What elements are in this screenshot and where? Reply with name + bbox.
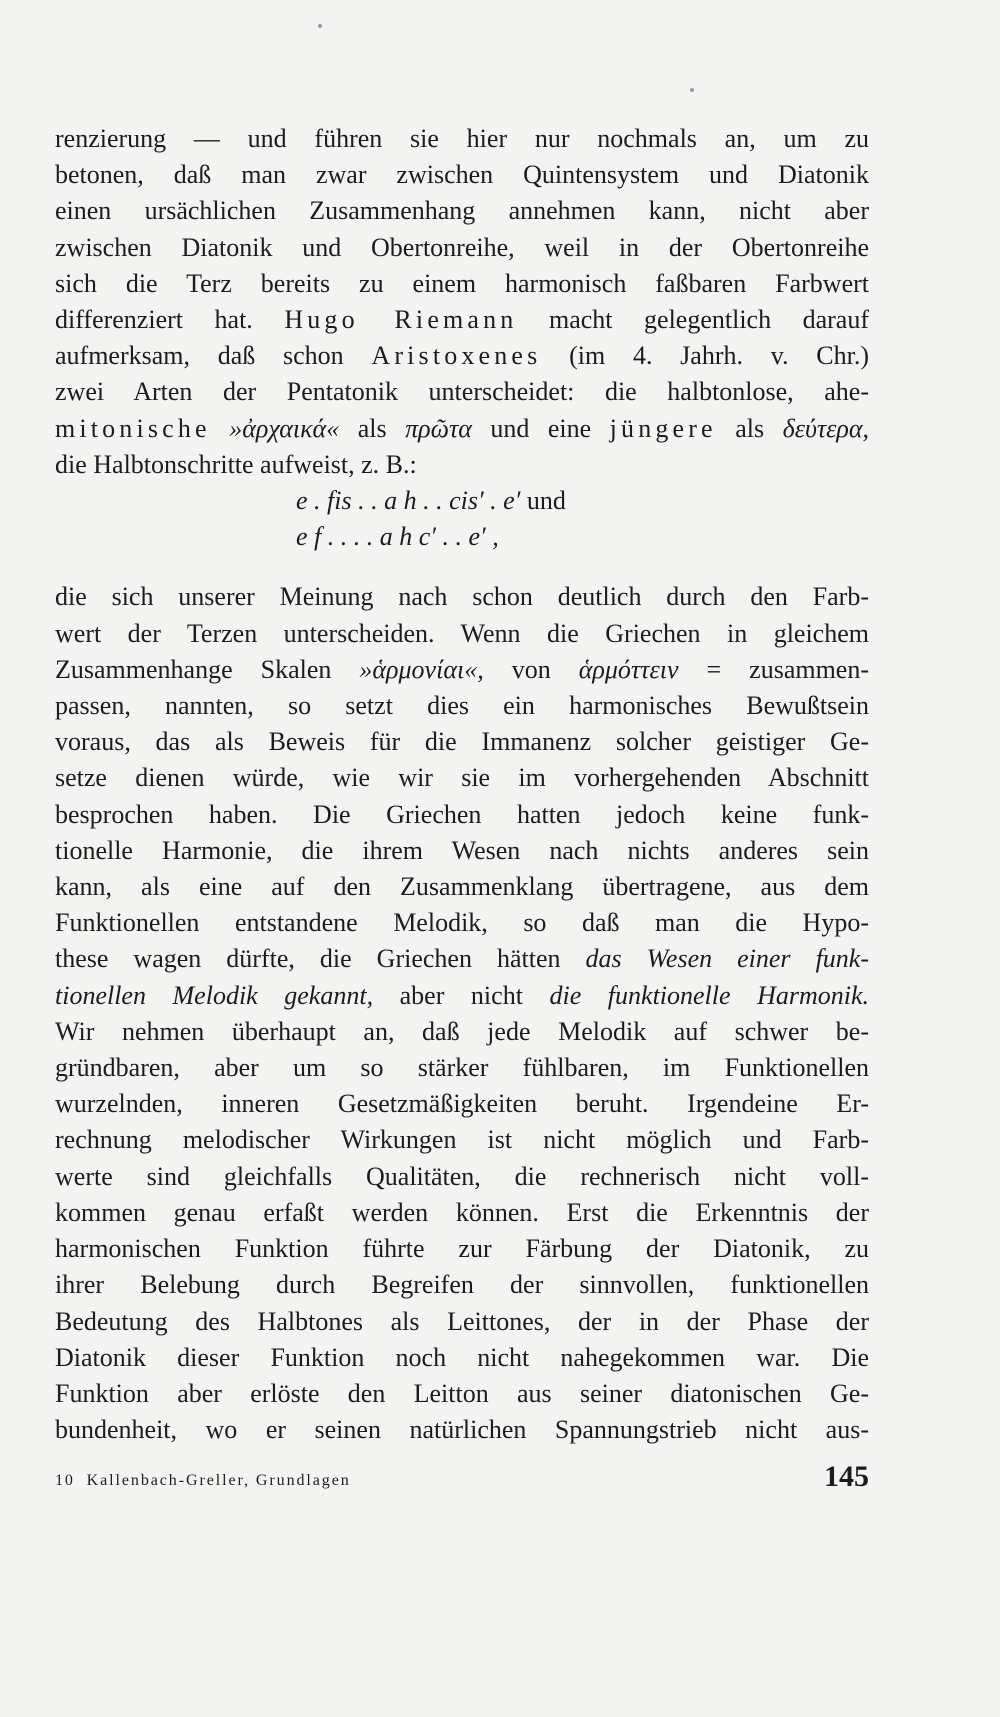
text-line: (im 4. Jahrh. v. Chr.) xyxy=(569,341,869,371)
spaced-name-aristoxenes: Aristoxenes xyxy=(371,341,542,371)
scale-notes: e f . . . . a h c′ . . e′ , xyxy=(296,522,499,552)
page-number: 145 xyxy=(824,1460,869,1493)
text-line: differenziert hat. xyxy=(55,305,253,335)
text-line: harmonischen Funktion führte zur Färbung der Diatonik, zu xyxy=(55,1234,869,1264)
text-line: Funktionellen entstandene Melodik, so daß man die Hypo- xyxy=(55,908,869,938)
spaced-word-mitonische: mitonische xyxy=(55,413,211,443)
text-line: betonen, daß man zwar zwischen Quintensystem und Diatonik xyxy=(55,160,869,190)
greek-harmoniai: »ἁρμονίαι«, xyxy=(359,654,484,684)
text-line: Zusammenhange Skalen xyxy=(55,654,332,684)
text-line: kommen genau erfaßt werden können. Erst die Erkenntnis der xyxy=(55,1197,869,1227)
greek-prota: πρῶτα xyxy=(405,413,472,443)
greek-harmottein: ἁρμόττειν xyxy=(578,654,679,684)
text-line: zwischen Diatonik und Obertonreihe, weil in der Obertonreihe xyxy=(55,232,869,262)
text-line: setze dienen würde, wie wir sie im vorhergehenden Abschnitt xyxy=(55,763,869,793)
page-footer xyxy=(55,1460,869,1500)
text-line: von xyxy=(511,654,551,684)
spaced-name-riemann: Hugo Riemann xyxy=(284,305,518,335)
greek-archaika: »ἀρχαικά« xyxy=(229,413,340,443)
text-line: die sich unserer Meinung nach schon deutlich durch den Farb- xyxy=(55,582,869,612)
text-line: kann, als eine auf den Zusammenklang übertragene, aus dem xyxy=(55,872,869,902)
text-line: these wagen dürfte, die Griechen hätten xyxy=(55,944,561,974)
text-line: sich die Terz bereits zu einem harmonisch faßbaren Farbwert xyxy=(55,268,869,298)
signature-mark: 10 Kallenbach-Greller, Grundlagen xyxy=(55,1472,351,1489)
text-line: aber nicht xyxy=(399,980,523,1010)
text-line: rechnung melodischer Wirkungen ist nicht möglich und Farb- xyxy=(55,1125,869,1155)
text-line: macht gelegentlich darauf xyxy=(548,305,870,335)
text-line: aufmerksam, daß schon xyxy=(55,341,344,371)
text-line: als xyxy=(357,413,387,443)
text-line: zwei Arten der Pentatonik unterscheidet: die halbtonlose, ahe- xyxy=(55,377,869,407)
scale-notes: e . fis . . a h . . cis′ . e′ xyxy=(296,486,521,516)
text-line: Wir nehmen überhaupt an, daß jede Melodik auf schwer be- xyxy=(55,1016,869,1046)
text-line: passen, nannten, so setzt dies ein harmonisches Bewußtsein xyxy=(55,691,869,721)
scale-example-line-1 xyxy=(55,483,869,519)
scale-example-line-2 xyxy=(55,519,869,555)
text-line: bundenheit, wo er seinen natürlichen Spannungstrieb nicht aus- xyxy=(55,1415,869,1445)
text-line: als xyxy=(735,413,765,443)
spaced-word-juengere: jüngere xyxy=(609,413,717,443)
greek-deutera: δεύτερα, xyxy=(782,413,870,443)
text-line: wert der Terzen unterscheiden. Wenn die Griechen in gleichem xyxy=(55,618,869,648)
text-line: tionelle Harmonie, die ihrem Wesen nach nichts anderes sein xyxy=(55,835,869,865)
text-line: einen ursächlichen Zusammenhang annehmen kann, nicht aber xyxy=(55,196,869,226)
italic-phrase: die funktionelle Harmonik. xyxy=(549,980,870,1010)
text-line: Bedeutung des Halbtones als Leittones, der in der Phase der xyxy=(55,1306,869,1336)
text-line: ihrer Belebung durch Begreifen der sinnvollen, funktionellen xyxy=(55,1270,869,1300)
paper-speck xyxy=(690,88,694,92)
text-line: werte sind gleichfalls Qualitäten, die rechnerisch nicht voll- xyxy=(55,1161,869,1191)
text-line: besprochen haben. Die Griechen hatten jedoch keine funk- xyxy=(55,799,869,829)
text-line: gründbaren, aber um so stärker fühlbaren, im Funktionellen xyxy=(55,1053,869,1083)
text-line: Funktion aber erlöste den Leitton aus seiner diatonischen Ge- xyxy=(55,1378,869,1408)
text-line: Diatonik dieser Funktion noch nicht nahegekommen war. Die xyxy=(55,1342,869,1372)
text-line: voraus, das als Beweis für die Immanenz solcher geistiger Ge- xyxy=(55,727,869,757)
italic-phrase: tionellen Melodik gekannt, xyxy=(55,980,374,1010)
paragraph-harmonik xyxy=(55,579,869,1448)
italic-phrase: das Wesen einer funk- xyxy=(585,944,869,974)
text-line: wurzelnden, inneren Gesetzmäßigkeiten beruht. Irgendeine Er- xyxy=(55,1089,869,1119)
scale-conjunction: und xyxy=(526,486,566,516)
text-line: = zusammen- xyxy=(706,654,870,684)
text-line: die Halbtonschritte aufweist, z. B.: xyxy=(55,449,417,479)
paragraph-pentatonik xyxy=(55,121,869,483)
text-line: renzierung — und führen sie hier nur nochmals an, um zu xyxy=(55,124,869,153)
text-line: und eine xyxy=(490,413,592,443)
paper-speck xyxy=(318,24,322,28)
